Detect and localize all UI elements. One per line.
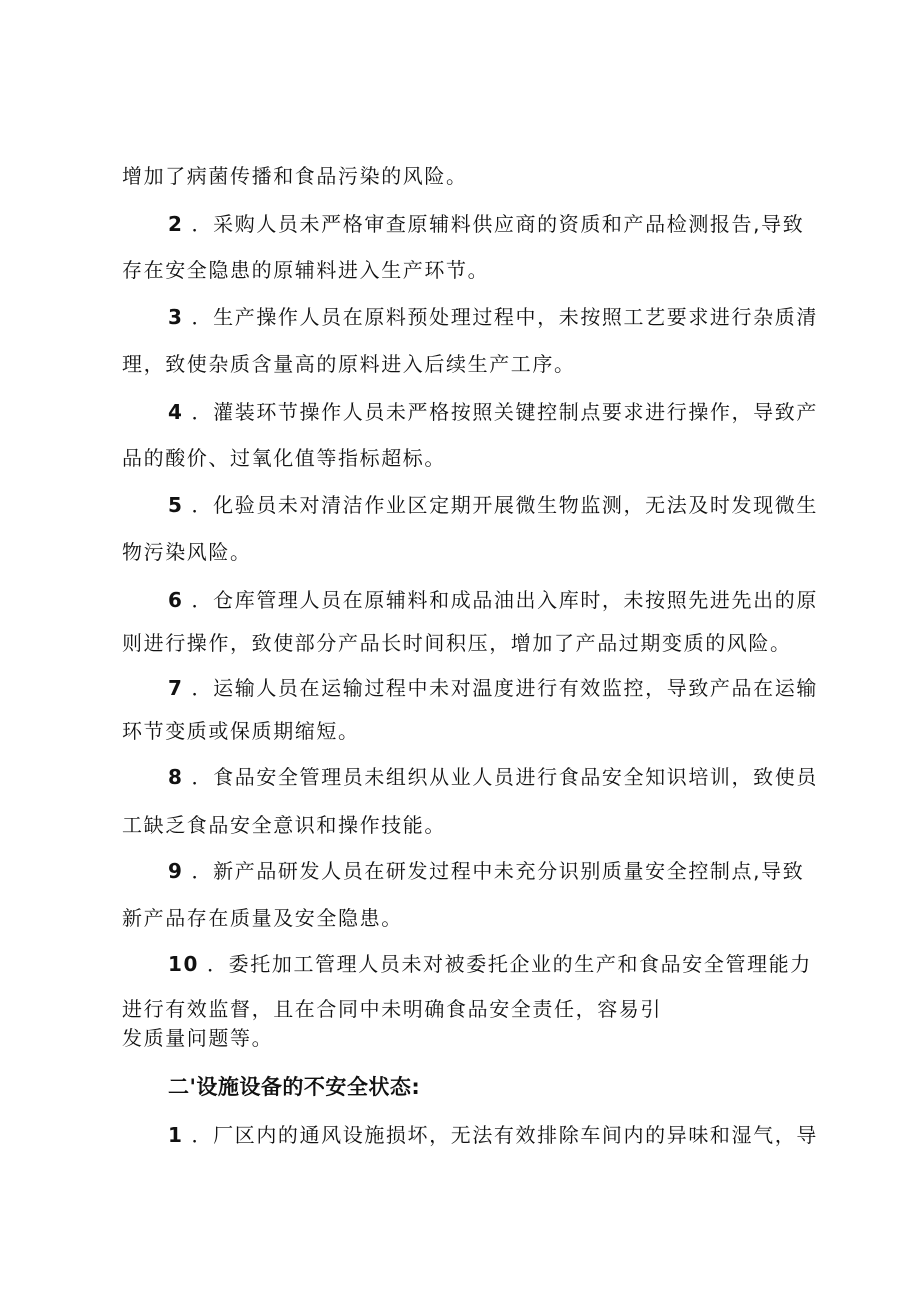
list-item-10-line1 [168, 952, 812, 976]
item-text: ．仓库管理人员在原辅料和成品油出入库时，未按照先进先出的原 [191, 588, 818, 612]
item-text: ．委托加工管理人员未对被委托企业的生产和食品安全管理能力 [207, 952, 812, 976]
item-number: 9 [168, 859, 184, 883]
item-number: 8 [168, 765, 184, 789]
item-text: ．厂区内的通风设施损坏，无法有效排除车间内的异味和湿气，导 [191, 1123, 818, 1147]
item-number: 4 [168, 400, 184, 424]
paragraph-continuation: 增加了病菌传播和食品污染的风险。 [122, 164, 468, 188]
list-item-9-line1 [168, 859, 804, 883]
item-number: 1 [168, 1123, 184, 1147]
list-item-3-line2: 理，致使杂质含量高的原料进入后续生产工序。 [122, 352, 576, 376]
list-item-4-line2: 品的酸价、过氧化值等指标超标。 [122, 446, 446, 470]
item-text: ．灌装环节操作人员未严格按照关键控制点要求进行操作，导致产 [191, 400, 818, 424]
list-item-5-line1 [168, 493, 818, 517]
item-number: 2 [168, 212, 184, 236]
section-item-1-line1 [168, 1123, 818, 1147]
list-item-3-line1 [168, 305, 818, 329]
item-text: ．运输人员在运输过程中未对温度进行有效监控，导致产品在运输 [191, 676, 818, 700]
item-text: ．新产品研发人员在研发过程中未充分识别质量安全控制点,导致 [191, 859, 805, 883]
list-item-2-line1 [168, 212, 804, 236]
list-item-7-line2: 环节变质或保质期缩短。 [122, 719, 360, 743]
item-text: ．采购人员未严格审查原辅料供应商的资质和产品检测报告,导致 [191, 212, 805, 236]
list-item-5-line2: 物污染风险。 [122, 540, 252, 564]
item-text: ．化验员未对清洁作业区定期开展微生物监测，无法及时发现微生 [191, 493, 818, 517]
item-number: 3 [168, 305, 184, 329]
list-item-9-line2: 新产品存在质量及安全隐患。 [122, 906, 403, 930]
item-text: ．食品安全管理员未组织从业人员进行食品安全知识培训，致使员 [191, 765, 818, 789]
item-number: 7 [168, 676, 184, 700]
item-number: 6 [168, 588, 184, 612]
list-item-8-line1 [168, 765, 818, 789]
list-item-8-line2: 工缺乏食品安全意识和操作技能。 [122, 813, 446, 837]
item-number: 5 [168, 493, 184, 517]
list-item-6-line2: 则进行操作，致使部分产品长时间积压，增加了产品过期变质的风险。 [122, 631, 792, 655]
item-number: 10 [168, 952, 200, 976]
list-item-4-line1 [168, 400, 818, 424]
section-heading: 二'设施设备的不安全状态: [168, 1075, 421, 1099]
list-item-6-line1 [168, 588, 818, 612]
item-text: ．生产操作人员在原料预处理过程中，未按照工艺要求进行杂质清 [191, 305, 818, 329]
list-item-7-line1 [168, 676, 818, 700]
list-item-10-line3: 发质量问题等。 [122, 1026, 274, 1050]
list-item-2-line2: 存在安全隐患的原辅料进入生产环节。 [122, 258, 490, 282]
list-item-10-line2: 进行有效监督，且在合同中未明确食品安全责任，容易引 [122, 997, 662, 1021]
